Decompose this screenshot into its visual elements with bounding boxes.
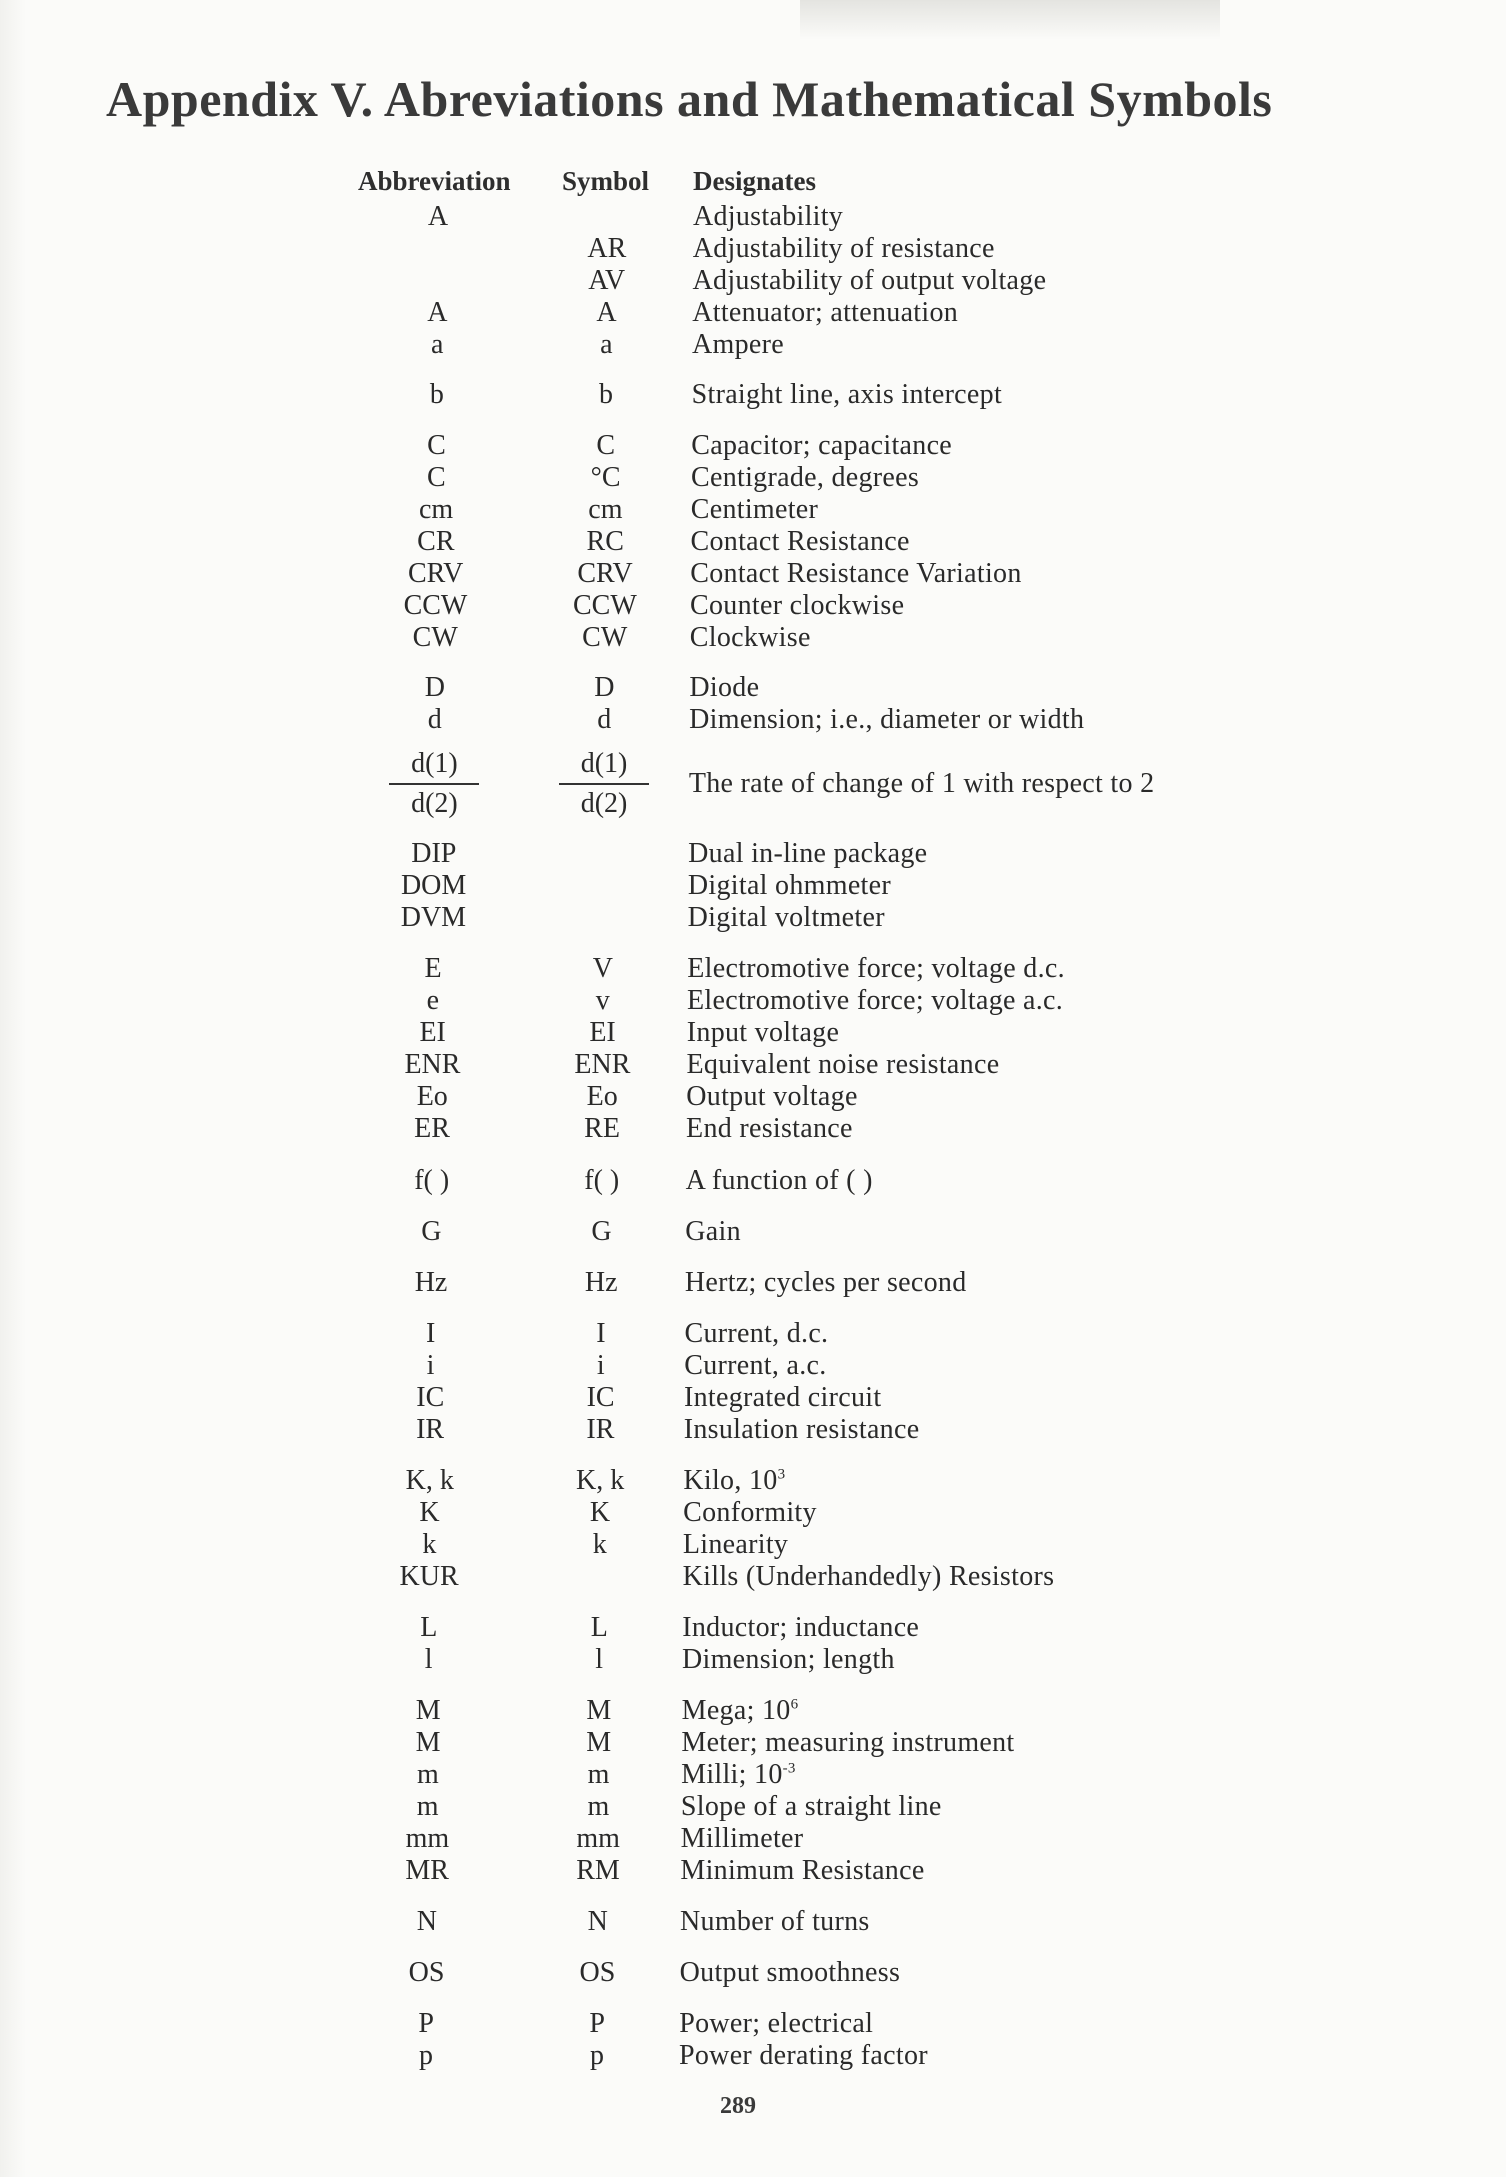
symbol-cell: EI [589,1017,616,1048]
column-header-abbreviation: Abbreviation [358,166,511,196]
abbreviation-cell: C [427,430,446,461]
designates-cell: Minimum Resistance [680,1855,925,1886]
designates-cell: Dimension; i.e., diameter or width [689,704,1085,735]
designates-cell: Linearity [682,1529,789,1560]
symbol-cell: p [590,2040,604,2071]
abbreviation-cell: CCW [403,590,468,621]
abbreviation-cell: G [421,1216,442,1247]
symbol-cell: ENR [574,1049,631,1080]
designates-cell: Meter; measuring instrument [681,1727,1015,1758]
abbreviation-cell: E [424,953,442,984]
exponent: 6 [790,1696,799,1713]
abbreviation-cell: f( ) [414,1165,450,1196]
symbol-cell: G [591,1216,612,1247]
abbreviation-cell: cm [418,494,454,525]
abbreviation-cell: DIP [411,838,457,869]
designates-cell: Dimension; length [682,1644,895,1675]
designates-cell: Counter clockwise [690,590,905,621]
symbol-cell: M [586,1695,612,1726]
symbol-cell: i [596,1350,605,1381]
symbol-cell: d [597,704,612,735]
designates-cell: Dual in-line package [688,838,928,869]
designates-cell: Slope of a straight line [680,1791,942,1822]
designates-cell: End resistance [686,1113,853,1144]
symbol-cell: v [595,985,610,1016]
designates-cell: Centimeter [690,494,819,525]
symbol-cell: b [599,379,614,410]
designates-cell: Inductor; inductance [682,1612,920,1643]
abbreviation-cell: MR [405,1855,449,1886]
symbol-cell: K [589,1497,611,1528]
designates-cell: Contact Resistance Variation [690,558,1022,589]
abbreviation-cell: mm [405,1823,450,1854]
symbol-cell: M [586,1727,612,1758]
column-header-designates: Designates [693,166,816,196]
designates-cell: Kills (Underhandedly) Resistors [682,1561,1055,1592]
designates-cell: Clockwise [689,622,811,653]
designates-cell: Straight line, axis intercept [691,379,1003,410]
symbol-cell: m [587,1791,610,1822]
designates-cell: Conformity [683,1497,817,1528]
designates-cell: Output smoothness [679,1957,901,1988]
page-binding-edge [0,0,26,2177]
symbol-cell: IR [586,1414,615,1445]
designates-cell: Digital ohmmeter [687,870,891,901]
designates-cell: Insulation resistance [683,1414,920,1445]
abbreviation-cell: EI [419,1017,446,1048]
symbol-cell: RE [584,1113,620,1144]
symbol-cell: A [596,297,617,328]
abbreviation-cell: a [430,329,444,360]
symbol-cell: V [592,953,614,984]
designates-cell: Kilo, $10^3$ [683,1465,786,1496]
symbol-cell: °C [590,462,621,493]
abbreviation-cell: A [427,201,449,232]
symbol-cell: CRV [577,558,633,589]
abbreviation-cell: N [416,1906,437,1937]
designates-cell: Power derating factor [679,2040,928,2071]
abbreviation-cell: KUR [399,1561,459,1592]
abbreviation-cell: CW [412,622,458,653]
abbreviation-cell: m [416,1791,439,1822]
abbreviation-cell: DOM [400,870,467,901]
designates-cell: Milli; $10^{-3}$ [681,1759,796,1790]
symbol-cell: D [594,672,615,703]
abbreviation-cell: k [422,1529,437,1560]
abbreviation-cell: A [427,297,448,328]
abbreviation-cell: K, k [405,1465,454,1496]
abbreviation-cell: l [424,1644,433,1675]
symbol-cell: l [595,1644,604,1675]
page-title: Appendix V. Abreviations and Mathematical Symbols [106,71,1273,127]
designates-cell: Adjustability of output voltage [692,265,1047,296]
designates-cell: Attenuator; attenuation [692,297,959,328]
abbreviation-cell: IC [416,1382,445,1413]
symbol-cell: CCW [572,590,637,621]
designates-cell: Mega; $10^6$ [681,1695,799,1726]
symbol-fraction [559,748,649,820]
designates-cell: Centigrade, degrees [691,462,920,493]
symbol-cell: CW [582,622,628,653]
designates-cell: A function of ( ) [685,1165,873,1196]
abbreviation-cell: Eo [416,1081,448,1112]
designates-cell: Output voltage [686,1081,858,1112]
symbol-cell: k [592,1529,607,1560]
symbol-cell: cm [588,494,623,525]
abbreviation-cell: CRV [407,558,464,589]
designates-cell: Equivalent noise resistance [686,1049,1000,1080]
abbreviation-cell: IR [416,1414,445,1445]
designates-cell: Millimeter [680,1823,804,1854]
symbol-fraction-numerator: d(1) [559,748,649,785]
abbreviation-cell: i [426,1350,435,1381]
designates-cell: Digital voltmeter [687,902,885,933]
abbreviation-cell: M [415,1727,441,1758]
symbol-cell: P [589,2008,605,2039]
abbreviation-cell: ENR [404,1049,461,1080]
abbreviation-fraction-numerator: d(1) [389,748,479,785]
column-header-symbol: Symbol [562,166,650,196]
designates-cell: Contact Resistance [690,526,910,557]
designates-cell: Capacitor; capacitance [691,430,953,461]
designates-cell: The rate of change of 1 with respect to 2 [688,768,1155,799]
symbol-cell: Hz [584,1267,618,1298]
abbreviation-cell: p [419,2040,433,2071]
symbol-cell: mm [576,1823,620,1854]
designates-cell: Adjustability [692,201,844,232]
abbreviation-cell: P [418,2008,434,2039]
designates-cell: Adjustability of resistance [692,233,995,264]
abbreviation-fraction-denominator: d(2) [411,788,458,819]
abbreviation-cell: d [427,704,442,735]
symbol-cell: f( ) [584,1165,620,1196]
symbol-cell: L [590,1612,608,1643]
symbol-cell: I [596,1318,606,1349]
abbreviation-cell: K [419,1497,440,1528]
abbreviation-cell: DVM [400,902,467,933]
exponent: -3 [782,1760,796,1777]
designates-cell: Input voltage [686,1017,840,1048]
abbreviation-cell: e [426,985,440,1016]
abbreviation-cell: M [415,1695,441,1726]
page-number: 289 [720,2093,756,2119]
designates-cell: Current, d.c. [684,1318,829,1349]
designates-cell: Electromotive force; voltage a.c. [687,985,1064,1016]
designates-cell: Gain [685,1216,741,1247]
designates-cell: Number of turns [680,1906,870,1937]
symbol-cell: K, k [576,1465,625,1496]
exponent: 3 [777,1466,786,1483]
symbol-cell: AV [588,265,626,296]
designates-cell: Current, a.c. [684,1350,827,1381]
designates-cell: Ampere [692,329,784,360]
abbreviation-cell: ER [414,1113,450,1144]
symbol-cell: N [587,1906,608,1937]
designates-cell: Diode [689,672,760,703]
symbol-cell: a [600,329,613,360]
abbreviation-cell: C [426,462,446,493]
abbreviation-cell: m [416,1759,439,1790]
symbol-cell: OS [579,1957,616,1988]
abbreviation-cell: CR [417,526,455,557]
designates-cell: Hertz; cycles per second [684,1267,967,1298]
abbreviation-fraction [389,748,479,820]
abbreviation-cell: b [429,379,444,410]
symbol-cell: AR [587,233,627,264]
abbreviation-cell: Hz [414,1267,448,1298]
designates-cell: Power; electrical [679,2008,874,2039]
symbol-cell: RC [586,526,624,557]
abbreviation-cell: I [426,1318,436,1349]
designates-cell: Integrated circuit [684,1382,882,1413]
symbol-fraction-denominator: d(2) [580,788,628,819]
symbol-cell: RM [576,1855,620,1886]
symbol-cell: IC [586,1382,615,1413]
abbreviation-cell: L [420,1612,438,1643]
abbreviation-cell: D [424,672,446,703]
page-shadow [800,0,1220,40]
abbreviation-cell: OS [408,1957,445,1988]
symbol-cell: Eo [586,1081,618,1112]
symbol-cell: m [587,1759,610,1790]
designates-cell: Electromotive force; voltage d.c. [687,953,1065,984]
symbol-cell: C [596,430,616,461]
